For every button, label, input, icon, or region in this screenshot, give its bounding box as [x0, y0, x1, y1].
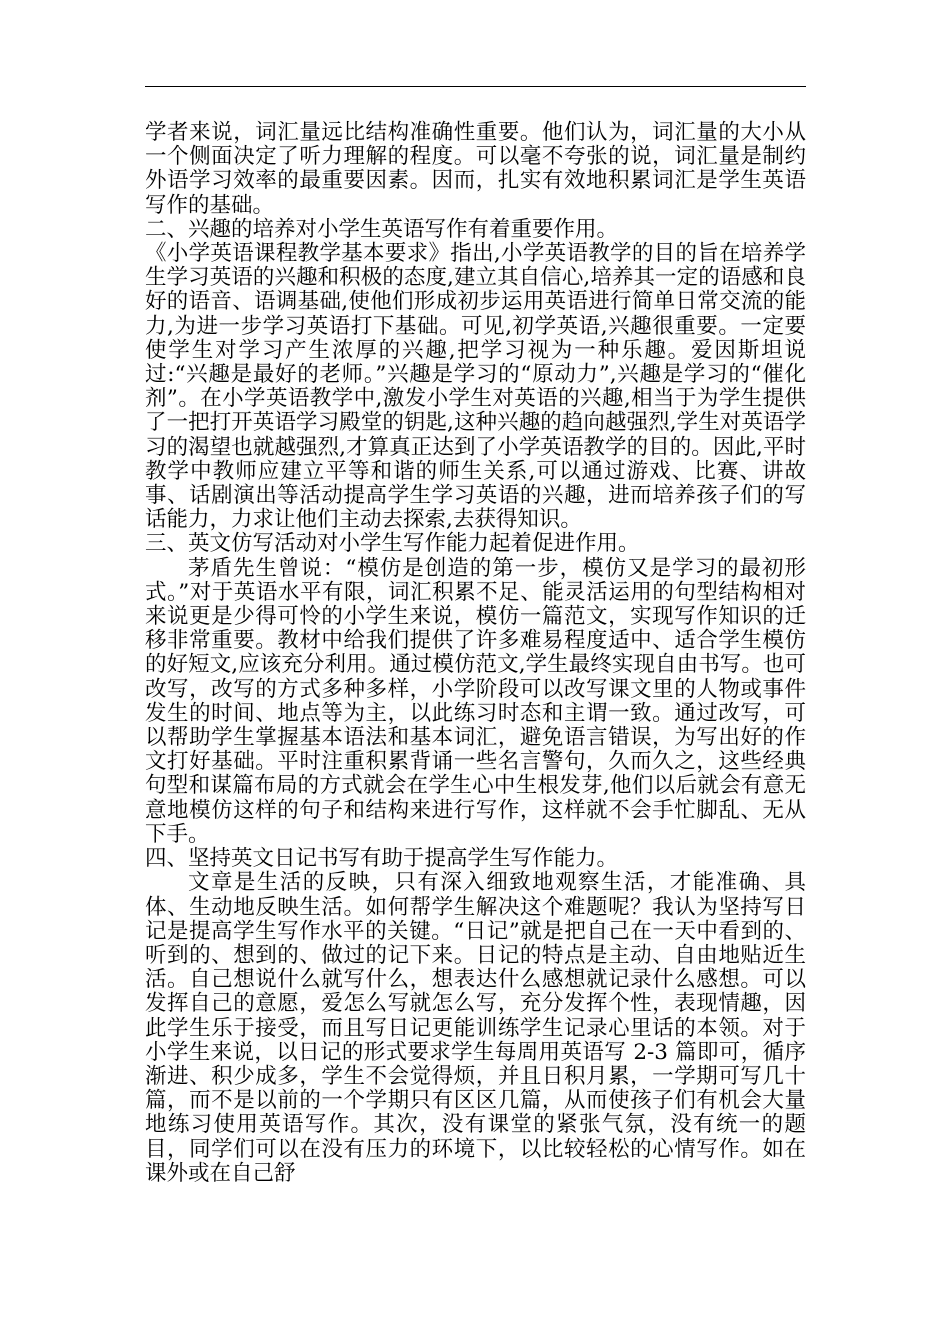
document-body [145, 121, 806, 1186]
body-paragraph: 文章是生活的反映，只有深入细致地观察生活，才能准确、具体、生动地反映生活。如何帮学生解决这个难题呢？我认为坚持写日记是提高学生写作水平的关键。“日记”就是把自己在一天中看到的、听到的、想到的、做过的记下来。日记的特点是主动、自由地贴近生活。自己想说什么就写什么，想表达什么感想就记录什么感想。可以发挥自己的意愿，爱怎么写就怎么写，充分发挥个性，表现情趣，因此学生乐于接受，而且写日记更能训练学生记录心里话的本领。对于小学生来说，以日记的形式要求学生每周用英语写 2-3 篇即可，循序渐进、积少成多，学生不会觉得烦，并且日积月累，一学期可写几十篇，而不是以前的一个学期只有区区几篇，从而使孩子们有机会大量地练习使用英语写作。其次，没有课堂的紧张气氛，没有统一的题目，同学们可以在没有压力的环境下，以比较轻松的心情写作。如在课外或在自己舒 [145, 870, 806, 1186]
body-paragraph: 《小学英语课程教学基本要求》指出,小学英语教学的目的旨在培养学生学习英语的兴趣和积极的态度,建立其自信心,培养其一定的语感和良好的语音、语调基础,使他们形成初步运用英语进行简单日常交流的能力,为进一步学习英语打下基础。可见,初学英语,兴趣很重要。一定要使学生对学习产生浓厚的兴趣,把学习视为一种乐趣。爱因斯坦说过:“兴趣是最好的老师。”兴趣是学习的“原动力”,兴趣是学习的“催化剂”。在小学英语教学中,激发小学生对英语的兴趣,相当于为学生提供了一把打开英语学习殿堂的钥匙,这种兴趣的趋向越强烈,学生对英语学习的渴望也就越强烈,才算真正达到了小学英语教学的目的。因此,平时教学中教师应建立平等和谐的师生关系,可以通过游戏、比赛、讲故事、话剧演出等活动提高学生学习英语的兴趣，进而培养孩子们的写话能力，力求让他们主动去探索,去获得知识。 [145, 241, 806, 533]
document-page [145, 0, 806, 1344]
section-heading: 二、兴趣的培养对小学生英语写作有着重要作用。 [145, 216, 619, 242]
section-heading: 四、坚持英文日记书写有助于提高学生写作能力。 [145, 846, 619, 872]
section-heading: 三、英文仿写活动对小学生写作能力起着促进作用。 [145, 531, 640, 557]
header-rule [145, 86, 806, 87]
body-paragraph: 茅盾先生曾说：“模仿是创造的第一步，模仿又是学习的最初形式。”对于英语水平有限，词汇积累不足、能灵活运用的句型结构相对来说更是少得可怜的小学生来说，模仿一篇范文，实现写作知识的迁移非常重要。教材中给我们提供了许多难易程度适中、适合学生模仿的好短文,应该充分利用。通过模仿范文,学生最终实现自由书写。也可改写，改写的方式多种多样，小学阶段可以改写课文里的人物或事件发生的时间、地点等为主，以此练习时态和主谓一致。通过改写，可以帮助学生掌握基本语法和基本词汇，避免语言错误，为写出好的作文打好基础。平时注重积累背诵一些名言警句，久而久之，这些经典句型和谋篇布局的方式就会在学生心中生根发芽,他们以后就会有意无意地模仿这样的句子和结构来进行写作，这样就不会手忙脚乱、无从下手。 [145, 555, 806, 847]
body-paragraph: 学者来说，词汇量远比结构准确性重要。他们认为，词汇量的大小从一个侧面决定了听力理解的程度。可以毫不夸张的说，词汇量是制约外语学习效率的最重要因素。因而，扎实有效地积累词汇是学生英语写作的基础。 [145, 120, 806, 218]
